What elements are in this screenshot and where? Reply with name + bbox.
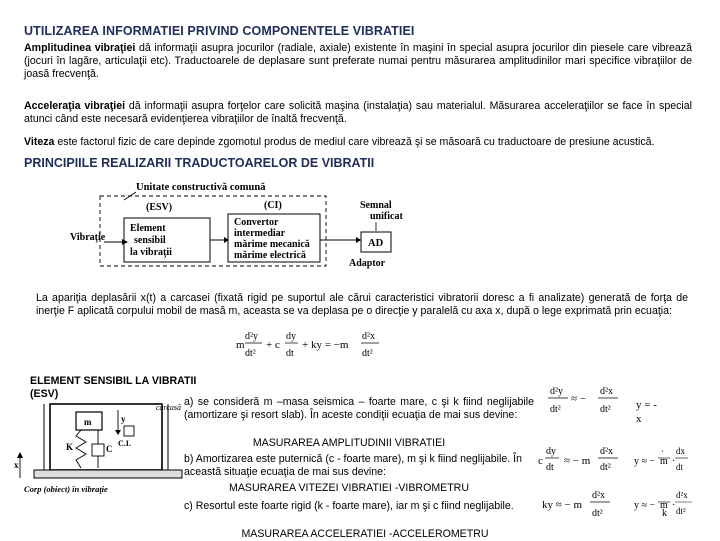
svg-text:m: m	[660, 500, 668, 511]
svg-text:dt: dt	[676, 462, 684, 472]
svg-text:k: k	[662, 508, 667, 519]
eq-a-right-den: dt²	[600, 404, 611, 415]
eq-dt2-b: dt²	[362, 348, 373, 359]
element-line-1: Element	[130, 223, 166, 234]
spring-label: K	[66, 442, 74, 452]
signal-line-1: Semnal	[360, 200, 392, 211]
displacement-note: La apariţia deplasării x(t) a carcasei (fixată rigid pe suportul ale cărui caracteristici vibratorii doresc a fi analizate) generată de forţa de inerţie F aplicată corpului mobil de masă m, aceasta se va deplasa pe o direcţie y paralelă cu axa x, după o lege exprimată prin ecuaţia:	[36, 292, 688, 317]
converter-line-3: mărime mecanică	[234, 239, 310, 250]
svg-text:·: ·	[672, 500, 676, 511]
eq-dt: dt	[286, 348, 294, 359]
eq-y-minus: y = -	[636, 399, 657, 411]
svg-text:y ≈ −: y ≈ −	[634, 456, 656, 467]
y-label: y	[121, 414, 126, 424]
element-line-3: la vibraţii	[130, 247, 172, 258]
svg-text:·: ·	[661, 446, 664, 456]
right-equations	[536, 380, 720, 538]
svg-text:m: m	[660, 456, 668, 467]
casing-outline	[50, 404, 162, 470]
eq-a-right-num: d²x	[600, 386, 613, 397]
svg-text:·: ·	[672, 456, 676, 467]
case-a-text: a) se consideră m –masa seismica – foarte mare, c şi k fiind neglijabile (amortizare şi resort slab). În aceste condiţii ecuaţia de mai sus devine:	[184, 396, 534, 421]
casing-label: carcasă	[156, 403, 182, 412]
case-c-text: c) Resortul este foarte rigid (k - foarte mare), iar m şi c fiind neglijabile.	[184, 500, 514, 512]
eq-a-left-num: d²y	[550, 386, 563, 397]
transducer-block-diagram	[64, 178, 424, 270]
ci-element	[124, 426, 134, 436]
amplitude-text: dă informaţii asupra jocurilor (radiale, axiale) existente în maşini în special asupra jocurilor din piesele care vibrează (jocuri în lagăre, articulaţii etc). Traductoarele de deplasare sunt preferate numai pentru măsurarea amplitudinilor mari specifice vibraţiilor de joasă frecvenţă.	[24, 42, 692, 80]
converter-line-2: intermediar	[234, 228, 286, 239]
esv-label: (ESV)	[146, 202, 173, 213]
eq-dy: dy	[286, 331, 296, 342]
damper-label: C	[106, 444, 113, 454]
converter-line-1: Convertor	[234, 217, 279, 228]
case-b-result: MASURAREA VITEZEI VIBRATIEI -VIBROMETRU	[229, 482, 469, 494]
case-b-text: b) Amortizarea este puternică (c - foarte mare), m şi k fiind neglijabile. În această situaţie ecuaţia de mai sus devine:	[184, 453, 522, 478]
eq-c: + c	[266, 339, 280, 351]
svg-text:y ≈ −: y ≈ −	[634, 500, 656, 511]
speed-text: este factorul fizic de care depinde zgomotul produs de mediul care vibrează şi se măsoară cu traductoare de presiune acustică.	[54, 136, 655, 148]
adaptor-label: Adaptor	[349, 258, 386, 269]
svg-text:≈ − m: ≈ − m	[564, 455, 591, 467]
vibrating-body-base	[34, 470, 182, 478]
x-label: x	[14, 460, 19, 470]
esv-heading-abbr: (ESV)	[30, 388, 59, 400]
input-label: Vibraţie	[70, 232, 106, 243]
svg-text:ky ≈ − m: ky ≈ − m	[542, 499, 583, 511]
svg-text:dt²: dt²	[600, 462, 611, 473]
paragraph-speed	[24, 136, 692, 149]
amplitude-term: Amplitudinea vibraţiei	[24, 42, 136, 54]
body-label: Corp (obiect) în vibraţie	[24, 484, 108, 494]
paragraph-acceleration	[24, 100, 692, 126]
svg-text:dx: dx	[676, 446, 685, 456]
eq-d2y: d²y	[245, 331, 258, 342]
esv-heading: ELEMENT SENSIBIL LA VIBRATII	[30, 375, 197, 387]
ad-label: AD	[368, 238, 384, 249]
eq-d2x: d²x	[362, 331, 375, 342]
case-c-result: MASURAREA ACCELERATIEI -ACCELEROMETRU	[241, 528, 489, 540]
svg-text:dt²: dt²	[676, 506, 686, 516]
svg-text:c: c	[538, 455, 543, 467]
motion-equation	[234, 326, 394, 362]
signal-line-2: unificat	[370, 211, 403, 222]
acceleration-term: Acceleraţia vibraţiei	[24, 100, 126, 112]
svg-text:dy: dy	[546, 446, 556, 457]
section-title-principles: PRINCIPIILE REALIZARII TRADUCTOARELOR DE VIBRATII	[24, 156, 375, 170]
paragraph-amplitude	[24, 42, 692, 81]
eq-k: + ky = −m	[302, 339, 349, 351]
unit-label: Unitate constructivă comună	[136, 182, 266, 193]
acceleration-text: dă informaţii asupra forţelor care solicită maşina (instalaţia) sau materialul. Măsurarea acceleraţiilor se face în special atunci când este necesară evidenţierea vibraţiilor de înaltă frecvenţă.	[24, 100, 693, 125]
eq-a-left-den: dt²	[550, 404, 561, 415]
eq-a-approx: ≈ −	[571, 393, 586, 405]
converter-line-4: mărime electrică	[234, 250, 306, 261]
svg-text:d²x: d²x	[600, 446, 613, 457]
svg-text:d²x: d²x	[592, 490, 605, 501]
svg-text:d²x: d²x	[676, 490, 688, 500]
element-line-2: sensibil	[134, 235, 166, 246]
ci-figure-label: C.I.	[118, 439, 131, 448]
ci-label: (CI)	[264, 200, 282, 211]
page-title: UTILIZAREA INFORMATIEI PRIVIND COMPONENTELE VIBRATIEI	[24, 24, 415, 38]
speed-term: Viteza	[24, 136, 55, 148]
eq-y-x: x	[636, 413, 642, 425]
case-a-result: MASURAREA AMPLITUDINII VIBRATIEI	[252, 437, 446, 449]
mass-label: m	[84, 417, 92, 427]
svg-text:dt²: dt²	[592, 508, 603, 519]
eq-m: m	[236, 339, 245, 351]
svg-text:dt: dt	[546, 462, 554, 473]
eq-dt2-a: dt²	[245, 348, 256, 359]
seismic-sensor-figure	[14, 400, 190, 500]
